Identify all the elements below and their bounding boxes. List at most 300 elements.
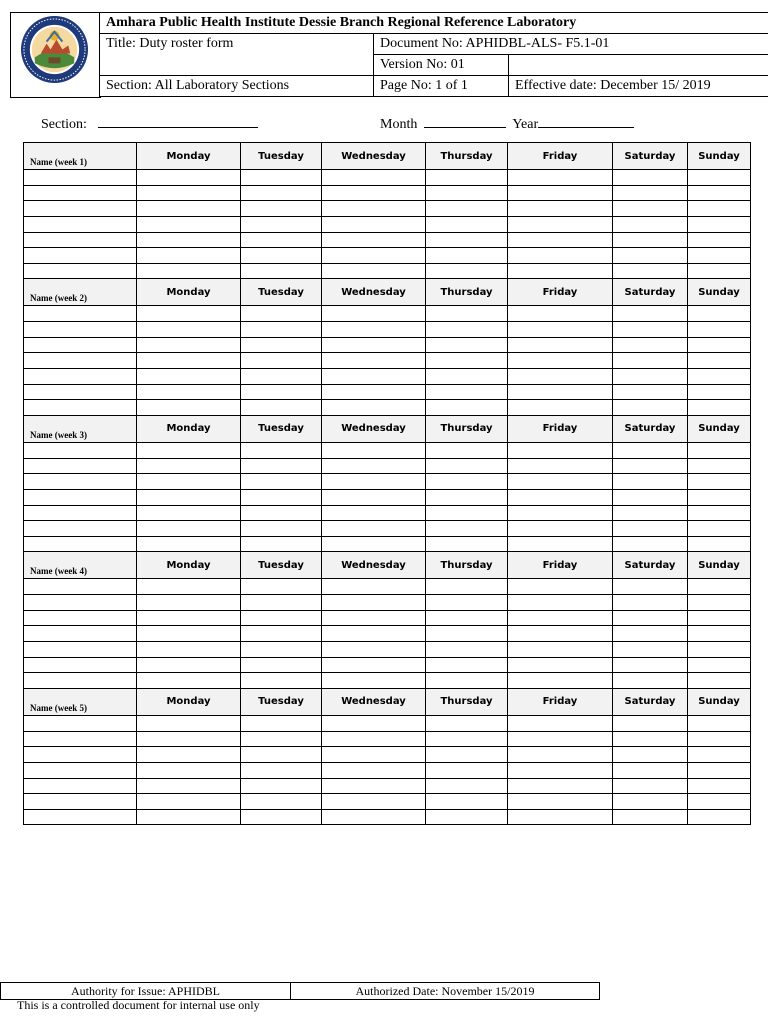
duty-cell[interactable] [508, 458, 613, 474]
duty-cell[interactable] [322, 778, 426, 794]
duty-cell[interactable] [426, 521, 508, 537]
duty-cell[interactable] [426, 185, 508, 201]
duty-cell[interactable] [688, 657, 751, 673]
duty-cell[interactable] [613, 442, 688, 458]
duty-cell[interactable] [688, 369, 751, 385]
duty-cell[interactable] [241, 400, 322, 416]
duty-cell[interactable] [426, 747, 508, 763]
duty-cell[interactable] [322, 673, 426, 689]
duty-cell[interactable] [137, 248, 241, 264]
duty-cell[interactable] [241, 778, 322, 794]
duty-cell[interactable] [241, 353, 322, 369]
duty-cell[interactable] [508, 369, 613, 385]
staff-name-cell[interactable] [24, 642, 137, 658]
duty-cell[interactable] [613, 521, 688, 537]
duty-cell[interactable] [508, 673, 613, 689]
duty-cell[interactable] [241, 216, 322, 232]
staff-name-cell[interactable] [24, 521, 137, 537]
duty-cell[interactable] [241, 536, 322, 552]
duty-cell[interactable] [241, 595, 322, 611]
duty-cell[interactable] [241, 322, 322, 338]
duty-cell[interactable] [241, 809, 322, 825]
duty-cell[interactable] [241, 170, 322, 186]
duty-cell[interactable] [137, 595, 241, 611]
duty-cell[interactable] [688, 505, 751, 521]
duty-cell[interactable] [322, 715, 426, 731]
duty-cell[interactable] [137, 521, 241, 537]
duty-cell[interactable] [613, 579, 688, 595]
duty-cell[interactable] [137, 747, 241, 763]
staff-name-cell[interactable] [24, 384, 137, 400]
duty-cell[interactable] [613, 657, 688, 673]
duty-cell[interactable] [613, 337, 688, 353]
duty-cell[interactable] [322, 762, 426, 778]
duty-cell[interactable] [613, 232, 688, 248]
staff-name-cell[interactable] [24, 170, 137, 186]
duty-cell[interactable] [322, 232, 426, 248]
duty-cell[interactable] [426, 489, 508, 505]
duty-cell[interactable] [688, 474, 751, 490]
duty-cell[interactable] [688, 747, 751, 763]
duty-cell[interactable] [241, 337, 322, 353]
duty-cell[interactable] [137, 232, 241, 248]
duty-cell[interactable] [241, 762, 322, 778]
duty-cell[interactable] [426, 626, 508, 642]
duty-cell[interactable] [137, 306, 241, 322]
duty-cell[interactable] [426, 642, 508, 658]
duty-cell[interactable] [322, 263, 426, 279]
duty-cell[interactable] [613, 306, 688, 322]
duty-cell[interactable] [241, 642, 322, 658]
duty-cell[interactable] [426, 474, 508, 490]
roster-row [24, 474, 751, 490]
duty-cell[interactable] [613, 595, 688, 611]
duty-cell[interactable] [322, 747, 426, 763]
duty-cell[interactable] [613, 610, 688, 626]
duty-cell[interactable] [137, 762, 241, 778]
duty-cell[interactable] [508, 809, 613, 825]
duty-cell[interactable] [322, 353, 426, 369]
duty-cell[interactable] [688, 809, 751, 825]
duty-cell[interactable] [426, 809, 508, 825]
duty-cell[interactable] [426, 657, 508, 673]
duty-cell[interactable] [241, 505, 322, 521]
duty-cell[interactable] [137, 505, 241, 521]
staff-name-cell[interactable] [24, 369, 137, 385]
duty-cell[interactable] [613, 384, 688, 400]
duty-cell[interactable] [322, 610, 426, 626]
duty-cell[interactable] [322, 201, 426, 217]
duty-cell[interactable] [322, 505, 426, 521]
duty-cell[interactable] [613, 353, 688, 369]
duty-cell[interactable] [613, 778, 688, 794]
duty-cell[interactable] [688, 384, 751, 400]
duty-cell[interactable] [322, 185, 426, 201]
duty-cell[interactable] [508, 337, 613, 353]
duty-cell[interactable] [426, 400, 508, 416]
duty-cell[interactable] [688, 263, 751, 279]
duty-cell[interactable] [322, 626, 426, 642]
duty-cell[interactable] [137, 322, 241, 338]
duty-cell[interactable] [508, 762, 613, 778]
duty-cell[interactable] [613, 794, 688, 810]
duty-cell[interactable] [508, 626, 613, 642]
duty-cell[interactable] [426, 595, 508, 611]
duty-cell[interactable] [426, 369, 508, 385]
staff-name-cell[interactable] [24, 306, 137, 322]
version-number: Version No: 01 [374, 55, 509, 76]
duty-cell[interactable] [613, 809, 688, 825]
roster-row [24, 731, 751, 747]
duty-cell[interactable] [688, 442, 751, 458]
duty-cell[interactable] [137, 536, 241, 552]
duty-cell[interactable] [137, 715, 241, 731]
duty-cell[interactable] [688, 170, 751, 186]
duty-cell[interactable] [426, 673, 508, 689]
effective-date: Effective date: December 15/ 2019 [509, 76, 768, 97]
authority-for-issue: Authority for Issue: APHIDBL [1, 983, 291, 1000]
staff-name-cell[interactable] [24, 248, 137, 264]
duty-cell[interactable] [426, 715, 508, 731]
duty-cell[interactable] [688, 521, 751, 537]
duty-cell[interactable] [688, 337, 751, 353]
duty-cell[interactable] [688, 610, 751, 626]
duty-cell[interactable] [508, 384, 613, 400]
duty-cell[interactable] [508, 232, 613, 248]
duty-cell[interactable] [508, 715, 613, 731]
duty-cell[interactable] [241, 673, 322, 689]
duty-cell[interactable] [613, 715, 688, 731]
duty-cell[interactable] [508, 185, 613, 201]
duty-cell[interactable] [322, 369, 426, 385]
duty-cell[interactable] [322, 642, 426, 658]
staff-name-cell[interactable] [24, 673, 137, 689]
duty-cell[interactable] [241, 263, 322, 279]
duty-cell[interactable] [322, 809, 426, 825]
duty-cell[interactable] [508, 442, 613, 458]
duty-cell[interactable] [241, 794, 322, 810]
section-input-line[interactable] [98, 115, 258, 128]
duty-cell[interactable] [137, 353, 241, 369]
duty-cell[interactable] [613, 185, 688, 201]
duty-cell[interactable] [241, 369, 322, 385]
duty-cell[interactable] [322, 579, 426, 595]
day-header-tuesday: Tuesday [241, 143, 322, 170]
duty-cell[interactable] [322, 474, 426, 490]
duty-cell[interactable] [508, 521, 613, 537]
staff-name-cell[interactable] [24, 579, 137, 595]
week-name-header: Name (week 5) [24, 688, 137, 715]
duty-cell[interactable] [426, 778, 508, 794]
duty-cell[interactable] [426, 248, 508, 264]
staff-name-cell[interactable] [24, 489, 137, 505]
month-input-line[interactable] [424, 115, 506, 128]
duty-cell[interactable] [322, 400, 426, 416]
duty-cell[interactable] [137, 216, 241, 232]
duty-cell[interactable] [241, 384, 322, 400]
duty-cell[interactable] [508, 731, 613, 747]
staff-name-cell[interactable] [24, 474, 137, 490]
duty-cell[interactable] [688, 762, 751, 778]
duty-cell[interactable] [508, 353, 613, 369]
duty-cell[interactable] [426, 306, 508, 322]
staff-name-cell[interactable] [24, 400, 137, 416]
staff-name-cell[interactable] [24, 626, 137, 642]
duty-cell[interactable] [322, 521, 426, 537]
duty-cell[interactable] [508, 201, 613, 217]
duty-cell[interactable] [426, 610, 508, 626]
duty-cell[interactable] [322, 306, 426, 322]
duty-cell[interactable] [137, 673, 241, 689]
duty-cell[interactable] [137, 263, 241, 279]
section-scope: Section: All Laboratory Sections [100, 76, 374, 97]
duty-cell[interactable] [137, 642, 241, 658]
duty-cell[interactable] [688, 626, 751, 642]
roster-row [24, 248, 751, 264]
duty-cell[interactable] [613, 747, 688, 763]
day-header-wednesday: Wednesday [322, 415, 426, 442]
duty-cell[interactable] [426, 442, 508, 458]
duty-cell[interactable] [426, 216, 508, 232]
duty-cell[interactable] [688, 400, 751, 416]
duty-cell[interactable] [137, 384, 241, 400]
week-header-row [24, 279, 751, 306]
duty-cell[interactable] [426, 794, 508, 810]
duty-cell[interactable] [426, 579, 508, 595]
duty-cell[interactable] [508, 400, 613, 416]
duty-cell[interactable] [137, 400, 241, 416]
duty-cell[interactable] [241, 248, 322, 264]
duty-cell[interactable] [688, 185, 751, 201]
staff-name-cell[interactable] [24, 762, 137, 778]
duty-cell[interactable] [426, 322, 508, 338]
duty-cell[interactable] [613, 489, 688, 505]
duty-cell[interactable] [688, 536, 751, 552]
duty-cell[interactable] [688, 731, 751, 747]
duty-cell[interactable] [613, 248, 688, 264]
duty-cell[interactable] [322, 489, 426, 505]
duty-cell[interactable] [241, 474, 322, 490]
duty-cell[interactable] [137, 170, 241, 186]
duty-cell[interactable] [322, 248, 426, 264]
duty-cell[interactable] [241, 489, 322, 505]
duty-cell[interactable] [322, 595, 426, 611]
duty-cell[interactable] [508, 170, 613, 186]
duty-cell[interactable] [688, 306, 751, 322]
duty-cell[interactable] [241, 185, 322, 201]
duty-cell[interactable] [508, 536, 613, 552]
staff-name-cell[interactable] [24, 353, 137, 369]
duty-cell[interactable] [426, 232, 508, 248]
duty-cell[interactable] [137, 657, 241, 673]
duty-cell[interactable] [241, 306, 322, 322]
duty-cell[interactable] [508, 610, 613, 626]
duty-cell[interactable] [137, 794, 241, 810]
duty-cell[interactable] [508, 489, 613, 505]
duty-cell[interactable] [688, 579, 751, 595]
duty-cell[interactable] [508, 595, 613, 611]
duty-cell[interactable] [137, 442, 241, 458]
duty-cell[interactable] [426, 762, 508, 778]
duty-cell[interactable] [241, 715, 322, 731]
duty-cell[interactable] [137, 778, 241, 794]
duty-cell[interactable] [613, 626, 688, 642]
duty-cell[interactable] [508, 248, 613, 264]
staff-name-cell[interactable] [24, 337, 137, 353]
duty-cell[interactable] [241, 610, 322, 626]
duty-cell[interactable] [426, 731, 508, 747]
duty-cell[interactable] [322, 536, 426, 552]
duty-cell[interactable] [137, 474, 241, 490]
duty-cell[interactable] [613, 762, 688, 778]
duty-cell[interactable] [241, 657, 322, 673]
duty-cell[interactable] [613, 216, 688, 232]
staff-name-cell[interactable] [24, 657, 137, 673]
duty-cell[interactable] [508, 657, 613, 673]
staff-name-cell[interactable] [24, 731, 137, 747]
duty-cell[interactable] [613, 322, 688, 338]
duty-cell[interactable] [613, 505, 688, 521]
duty-cell[interactable] [322, 794, 426, 810]
duty-cell[interactable] [137, 626, 241, 642]
duty-cell[interactable] [508, 747, 613, 763]
duty-cell[interactable] [688, 595, 751, 611]
staff-name-cell[interactable] [24, 216, 137, 232]
duty-cell[interactable] [508, 778, 613, 794]
duty-cell[interactable] [322, 337, 426, 353]
roster-row [24, 610, 751, 626]
duty-cell[interactable] [426, 337, 508, 353]
staff-name-cell[interactable] [24, 185, 137, 201]
duty-cell[interactable] [426, 536, 508, 552]
duty-cell[interactable] [688, 489, 751, 505]
staff-name-cell[interactable] [24, 809, 137, 825]
duty-cell[interactable] [688, 248, 751, 264]
duty-cell[interactable] [688, 216, 751, 232]
staff-name-cell[interactable] [24, 442, 137, 458]
staff-name-cell[interactable] [24, 201, 137, 217]
duty-cell[interactable] [137, 201, 241, 217]
staff-name-cell[interactable] [24, 715, 137, 731]
duty-cell[interactable] [613, 536, 688, 552]
duty-cell[interactable] [508, 505, 613, 521]
duty-cell[interactable] [613, 170, 688, 186]
duty-cell[interactable] [137, 458, 241, 474]
duty-cell[interactable] [322, 458, 426, 474]
staff-name-cell[interactable] [24, 263, 137, 279]
duty-cell[interactable] [613, 201, 688, 217]
roster-row [24, 489, 751, 505]
duty-cell[interactable] [241, 442, 322, 458]
duty-cell[interactable] [613, 369, 688, 385]
staff-name-cell[interactable] [24, 232, 137, 248]
duty-cell[interactable] [508, 216, 613, 232]
duty-cell[interactable] [322, 322, 426, 338]
duty-cell[interactable] [426, 263, 508, 279]
duty-cell[interactable] [508, 474, 613, 490]
duty-cell[interactable] [426, 384, 508, 400]
duty-cell[interactable] [322, 384, 426, 400]
duty-cell[interactable] [322, 657, 426, 673]
duty-cell[interactable] [241, 458, 322, 474]
duty-cell[interactable] [688, 201, 751, 217]
duty-cell[interactable] [613, 400, 688, 416]
staff-name-cell[interactable] [24, 458, 137, 474]
staff-name-cell[interactable] [24, 794, 137, 810]
day-header-monday: Monday [137, 552, 241, 579]
duty-cell[interactable] [426, 458, 508, 474]
duty-cell[interactable] [426, 505, 508, 521]
duty-cell[interactable] [137, 337, 241, 353]
duty-cell[interactable] [613, 458, 688, 474]
duty-cell[interactable] [508, 263, 613, 279]
duty-cell[interactable] [688, 794, 751, 810]
duty-cell[interactable] [241, 731, 322, 747]
duty-cell[interactable] [137, 369, 241, 385]
duty-cell[interactable] [322, 731, 426, 747]
roster-row [24, 762, 751, 778]
duty-cell[interactable] [241, 201, 322, 217]
duty-cell[interactable] [322, 170, 426, 186]
duty-cell[interactable] [613, 474, 688, 490]
duty-cell[interactable] [688, 322, 751, 338]
duty-cell[interactable] [688, 642, 751, 658]
duty-cell[interactable] [688, 778, 751, 794]
duty-cell[interactable] [688, 232, 751, 248]
duty-cell[interactable] [508, 642, 613, 658]
duty-cell[interactable] [688, 458, 751, 474]
duty-cell[interactable] [508, 794, 613, 810]
duty-cell[interactable] [508, 579, 613, 595]
duty-cell[interactable] [613, 642, 688, 658]
duty-cell[interactable] [508, 306, 613, 322]
duty-cell[interactable] [613, 673, 688, 689]
staff-name-cell[interactable] [24, 778, 137, 794]
duty-cell[interactable] [688, 673, 751, 689]
staff-name-cell[interactable] [24, 505, 137, 521]
duty-cell[interactable] [137, 610, 241, 626]
duty-cell[interactable] [137, 731, 241, 747]
duty-cell[interactable] [613, 731, 688, 747]
year-input-line[interactable] [538, 115, 634, 128]
duty-cell[interactable] [137, 809, 241, 825]
staff-name-cell[interactable] [24, 610, 137, 626]
duty-cell[interactable] [688, 353, 751, 369]
duty-cell[interactable] [137, 579, 241, 595]
staff-name-cell[interactable] [24, 595, 137, 611]
duty-cell[interactable] [241, 232, 322, 248]
controlled-document-note: This is a controlled document for internal use only [17, 998, 260, 1012]
duty-cell[interactable] [241, 579, 322, 595]
roster-row [24, 232, 751, 248]
staff-name-cell[interactable] [24, 536, 137, 552]
duty-cell[interactable] [322, 442, 426, 458]
duty-cell[interactable] [241, 747, 322, 763]
duty-cell[interactable] [426, 170, 508, 186]
staff-name-cell[interactable] [24, 747, 137, 763]
duty-cell[interactable] [613, 263, 688, 279]
duty-cell[interactable] [322, 216, 426, 232]
duty-cell[interactable] [137, 489, 241, 505]
duty-cell[interactable] [426, 201, 508, 217]
duty-cell[interactable] [137, 185, 241, 201]
duty-cell[interactable] [241, 521, 322, 537]
staff-name-cell[interactable] [24, 322, 137, 338]
duty-cell[interactable] [508, 322, 613, 338]
duty-cell[interactable] [688, 715, 751, 731]
duty-cell[interactable] [241, 626, 322, 642]
duty-cell[interactable] [426, 353, 508, 369]
